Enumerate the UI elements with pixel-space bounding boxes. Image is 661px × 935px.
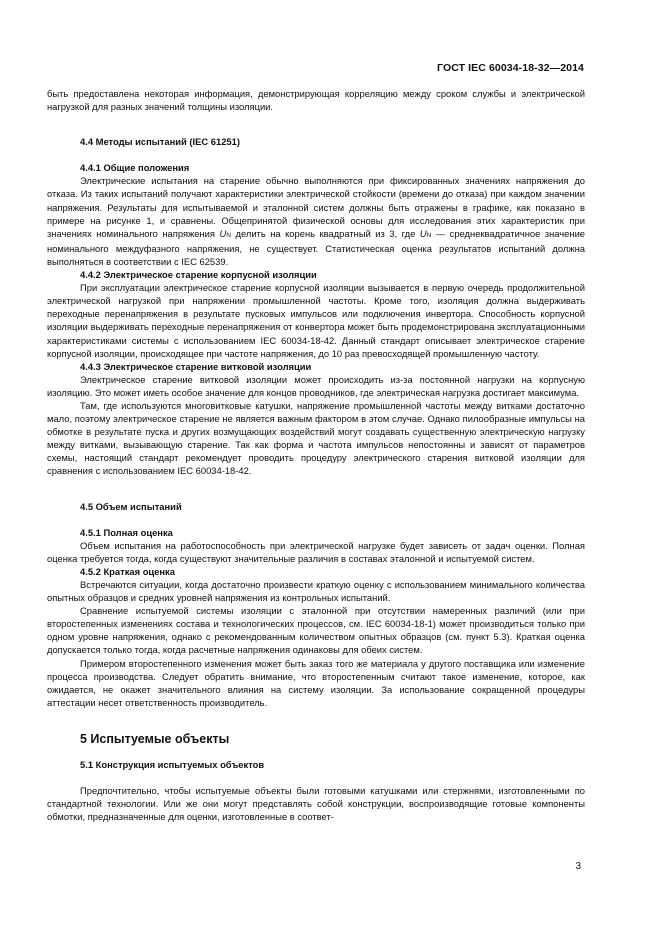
section-4-5-2-paragraph-2: Сравнение испытуемой системы изоляции с эталонной при отсутствии намеренных различий (или при второстепенных изменениях состава и технологических процессов, см. IEC 60034-18-1) может производиться только при одном уровне напряжения, однако с рекомендованным количеством опытных образцов (см. пункт 5.3). Краткая оценка допускается только тогда, когда расчетные напряжения одинаковы для обеих систем. — [47, 605, 585, 656]
section-5-1-paragraph: Предпочтительно, чтобы испытуемые объекты были готовыми катушками или стержнями, изготовленными по стандартной технологии. Или же они могут представлять собой конструкции, воспроизводящие готовые компоненты обмотки, предназначенные для оценки, изготовленные в соответ- — [47, 785, 585, 823]
standard-designation: ГОСТ IEC 60034-18-32—2014 — [437, 62, 584, 74]
section-4-4-3-title: 4.4.3 Электрическое старение витковой изоляции — [80, 360, 312, 372]
section-4-4-1-title: 4.4.1 Общие положения — [80, 162, 190, 174]
section-4-4-2-paragraph: При эксплуатации электрическое старение корпусной изоляции вызывается в первую очередь продолжительной электрической нагрузкой при напряжении промышленной частоты. Кроме того, изоляция должна выдерживать переходные перенапряжения в результате пусковых импульсов или подключения инвертора. Способность корпусной изоляции выдерживать переходные перенапряжения от конвертора может быть продемонстрирована эксплуатационными характеристиками системы с использованием IEC 60034-18-42. Данный стандарт описывает электрическое старение корпусной изоляции, происходящее при частоте напряжения, до 10 раз превосходящей промышленную частоту. — [47, 282, 585, 359]
section-4-4-3-paragraph-1: Электрическое старение витковой изоляции может происходить из-за постоянной нагрузки на корпусную изоляцию. Это может иметь особое значение для концов проводников, где электрическая нагрузка достигает максимума. — [47, 373, 585, 398]
section-4-5-2-paragraph-1: Встречаются ситуации, когда достаточно произвести краткую оценку с использованием минимального количества опытных образцов и средних уровней напряжения из контрольных испытаний. — [47, 579, 585, 604]
voltage-subscript: N — [226, 231, 231, 239]
section-4-5-1-title: 4.5.1 Полная оценка — [80, 526, 173, 538]
section-4-4-1-text-b: делить на корень квадратный из 3, где — [230, 227, 420, 239]
section-4-4-3-paragraph-2: Там, где используются многовитковые катушки, напряжение промышленной частоты между витками достаточно мало, поэтому электрическое старение не является важным фактором в этом случае. Однако пилообразные импульсы на обмотке в результате пуска и других возмущающих воздействий могут создавать существенную электрическую нагрузку между витками, вызывающую старение. Так как форма и частота импульсов непостоянны и зависят от параметров схемы, настоящий стандарт рекомендует проводить процедуру электрического старения витковой изоляции для сравнения с использованием IEC 60034-18-42. — [47, 399, 585, 477]
voltage-symbol: U — [219, 227, 227, 239]
section-4-4-title: 4.4 Методы испытаний (IEC 61251) — [80, 136, 240, 148]
section-4-4-2-title: 4.4.2 Электрическое старение корпусной изоляции — [80, 269, 317, 281]
section-4-5-2-title: 4.5.2 Краткая оценка — [80, 565, 175, 577]
document-body — [47, 87, 585, 823]
voltage-subscript: N — [426, 231, 432, 239]
voltage-symbol: U — [419, 227, 427, 239]
section-4-5-title: 4.5 Объем испытаний — [80, 500, 182, 512]
section-4-5-2-paragraph-3: Примером второстепенного изменения может быть заказ того же материала у другого поставщика или изменение процесса производства. Следует обратить внимание, что второстепенным считают такое изменение, которое, как ожидается, не окажет значительного влияния на систему изоляции. За использование сокращенной процедуры аттестации несет ответственность производитель. — [47, 657, 585, 708]
section-4-4-1-text-a: Электрические испытания на старение обычно выполняются при фиксированных значениях напряжения до отказа. Из таких испытаний получают характеристики электрической стойкости (времени до отказа) при каждом значении напряжения. Результаты для испытываемой и эталонной систем должны быть отражены в графике, как показано в примере на рисунке 1, и сравнены. Общепринятой физической основы для исследования этих характеристик при значениях номинального напряжения — [47, 175, 585, 239]
page-number: 3 — [575, 861, 581, 872]
section-4-4-1-text-c: — среднеквадратичное значение номинального междуфазного напряжения, не существует. Статистическая оценка результатов испытаний должна выполняться в соответствии с IEC 62539. — [47, 227, 586, 267]
section-4-4-1-paragraph — [47, 174, 585, 268]
section-4-5-1-paragraph: Объем испытания на работоспособность при электрической нагрузке будет зависеть от задач оценки. Полная оценка требуется тогда, когда существуют значительные различия в составах эталонной и испытуемой систем. — [47, 539, 585, 564]
intro-paragraph: быть предоставлена некоторая информация, демонстрирующая корреляцию между сроком службы и электрической нагрузкой для разных значений толщины изоляции. — [47, 88, 585, 113]
section-5-1-title: 5.1 Конструкция испытуемых объектов — [80, 759, 265, 771]
section-5-title: 5 Испытуемые объекты — [80, 731, 230, 746]
